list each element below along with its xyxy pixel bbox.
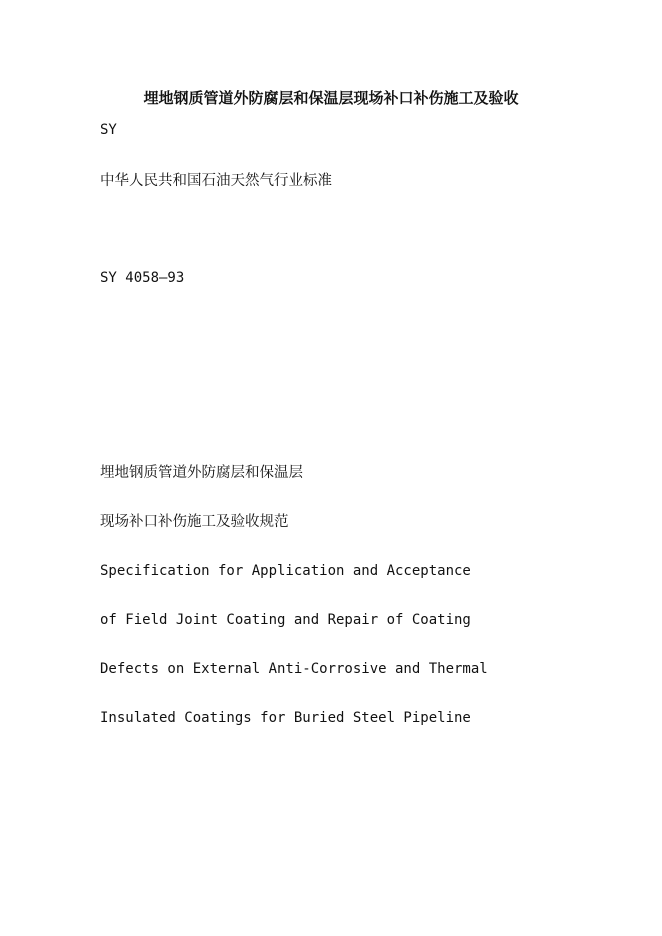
document-title: 埋地钢质管道外防腐层和保温层现场补口补伤施工及验收 <box>143 89 519 107</box>
en-title-line-1: Specification for Application and Acceptance <box>100 563 471 579</box>
en-title-line-4: Insulated Coatings for Buried Steel Pipeline <box>100 710 471 726</box>
cn-title-line-2: 现场补口补伤施工及验收规范 <box>100 514 289 530</box>
cn-title-line-1: 埋地钢质管道外防腐层和保温层 <box>100 465 303 481</box>
code-prefix: SY <box>100 122 117 138</box>
standard-number: SY 4058—93 <box>100 270 185 286</box>
en-title-line-3: Defects on External Anti-Corrosive and Thermal <box>100 661 488 677</box>
en-title-line-2: of Field Joint Coating and Repair of Coating <box>100 612 471 628</box>
issuing-body: 中华人民共和国石油天然气行业标准 <box>100 173 332 189</box>
